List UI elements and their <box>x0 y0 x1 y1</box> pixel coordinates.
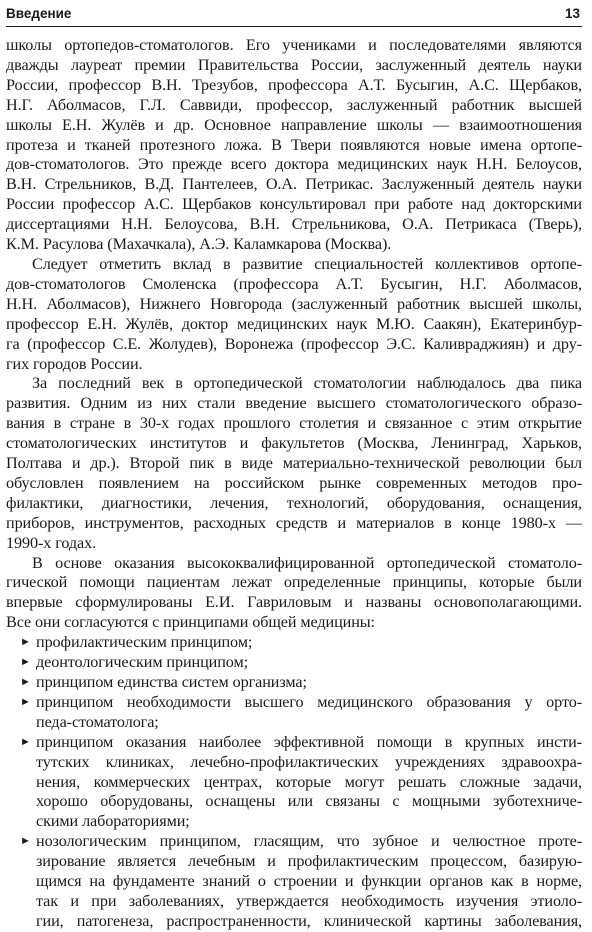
text-line <box>6 573 582 593</box>
line-text: га (профессор С.Е. Жолудев), Воронежа (профессор Э.С. Каливраджиян) и дру- <box>6 334 582 353</box>
running-header <box>6 0 582 27</box>
line-text: Н.Н. Аболмасов), Нижнего Новгорода (заслуженный работник высшей школы, <box>6 294 582 313</box>
text-line <box>6 235 582 255</box>
page-number: 13 <box>564 6 580 21</box>
line-text: дов-стоматологов Смоленска (профессора А.Т. Бусыгин, Н.Г. Аболмасов, <box>6 274 582 293</box>
line-text: За последний век в ортопедической стоматологии наблюдалось два пика <box>32 374 582 393</box>
bullet-item-line <box>6 673 582 693</box>
text-line <box>6 315 582 335</box>
line-text: К.М. Расулова (Махачкала), А.Э. Каламкарова (Москва). <box>6 235 392 254</box>
line-text: принципом необходимости высшего медицинского образования у орто- <box>36 692 582 711</box>
line-text: нения, коммерческих центрах, которые могут решать сложные задачи, <box>36 772 582 791</box>
line-text: дважды лауреат премии Правительства России, заслуженный деятель науки <box>6 55 582 74</box>
text-line <box>6 593 582 613</box>
bullet-icon: ► <box>20 676 31 688</box>
line-text: так и при заболеваниях, утверждается необходимость изучения этиоло- <box>36 891 582 910</box>
text-line <box>6 155 582 175</box>
line-text: обусловлен появлением на российском рынке современных методов про- <box>6 473 582 492</box>
bullet-item-line <box>6 733 582 753</box>
line-text: стоматологических институтов и факультетов (Москва, Ленинград, Харьков, <box>6 434 582 453</box>
line-text: В.Н. Стрельников, В.Д. Пантелеев, О.А. Петрикас. Заслуженный деятель науки <box>6 175 582 194</box>
text-line <box>6 96 582 116</box>
line-text: Н.Г. Аболмасов, Г.Л. Саввиди, профессор, заслуженный работник высшей <box>6 95 582 114</box>
text-line <box>6 56 582 76</box>
text-line <box>6 394 582 414</box>
text-line <box>6 494 582 514</box>
bullet-icon: ► <box>20 636 31 649</box>
text-line <box>6 136 582 156</box>
text-line <box>6 116 582 136</box>
line-text: нозологическим принципом, гласящим, что зубное и челюстное проте- <box>36 832 582 851</box>
text-line <box>6 374 582 394</box>
bullet-continuation-line <box>6 892 582 912</box>
text-line <box>6 454 582 474</box>
line-text: педа-стоматолога; <box>36 712 159 731</box>
bullet-item-line <box>6 633 582 653</box>
line-text: диссертациями Н.Н. Белоусова, В.Н. Стрельникова, О.А. Петрикаса (Тверь), <box>6 215 582 234</box>
line-text: Все они согласуются с принципами общей медицины: <box>6 613 375 632</box>
line-text: тутских клиниках, лечебно-профилактических учреждениях здравоохра- <box>36 752 582 771</box>
text-line <box>6 434 582 454</box>
line-text: принципом оказания наиболее эффективной помощи в крупных инсти- <box>36 732 582 751</box>
line-text: приборов, инструментов, расходных средств и материалов в конце 1980-х — <box>6 513 582 532</box>
line-text: школы Е.Н. Жулёв и др. Основное направление школы — взаимоотношения <box>6 115 582 134</box>
section-title: Введение <box>6 6 72 21</box>
line-text: гической помощи пациентам лежат определенные принципы, которые были <box>6 573 582 592</box>
text-line <box>6 36 582 56</box>
line-text: России, профессор В.Н. Трезубов, профессора А.Т. Бусыгин, А.С. Щербаков, <box>6 75 582 94</box>
bullet-continuation-line <box>6 773 582 793</box>
bullet-icon: ► <box>20 735 31 748</box>
line-text: профилактическим принципом; <box>36 633 253 652</box>
text-line <box>6 275 582 295</box>
text-line <box>6 554 582 574</box>
bullet-icon: ► <box>20 835 31 848</box>
line-text: 1990-х годах. <box>6 533 97 552</box>
text-line <box>6 295 582 315</box>
text-line <box>6 335 582 355</box>
bullet-item-line <box>6 832 582 852</box>
text-line <box>6 414 582 434</box>
line-text: школы ортопедов-стоматологов. Его учениками и последователями являются <box>6 36 582 54</box>
line-text: скими лабораториями; <box>36 812 190 831</box>
text-line <box>6 514 582 534</box>
line-text: В основе оказания высококвалифицированной ортопедической стоматоло- <box>32 553 582 572</box>
text-line <box>6 195 582 215</box>
line-text: зирование является лечебным и профилактическим процессом, базирую- <box>36 852 582 871</box>
text-line <box>6 76 582 96</box>
line-text: России профессор А.С. Щербаков консультировал при работе над докторскими <box>6 195 582 214</box>
text-line <box>6 255 582 275</box>
bullet-continuation-line <box>6 872 582 892</box>
line-text: Следует отметить вклад в развитие специальностей коллективов ортопе- <box>32 254 582 273</box>
bullet-icon: ► <box>20 695 31 708</box>
line-text: вания в стране в 30-х годах прошлого столетия и связанное с этим открытие <box>6 414 582 433</box>
line-text: хорошо оборудованы, оснащены или связаны с мощными зуботехниче- <box>36 792 582 811</box>
line-text: профессор Е.Н. Жулёв, доктор медицинских наук М.Ю. Саакян), Екатеринбур- <box>6 314 582 333</box>
text-line <box>6 215 582 235</box>
line-text: принципом единства систем организма; <box>36 673 307 691</box>
text-line <box>6 474 582 494</box>
bullet-icon: ► <box>20 656 31 669</box>
line-text: гии, патогенеза, распространенности, клинической картины заболевания, <box>36 911 582 930</box>
line-text: гих городов России. <box>6 354 143 373</box>
text-line <box>6 175 582 195</box>
bullet-continuation-line <box>6 812 582 832</box>
line-text: Полтава и др.). Второй пик в виде материально-технической революции был <box>6 454 582 473</box>
bullet-continuation-line <box>6 792 582 812</box>
line-text: протеза и тканей протезного ложа. В Твери появляются новые имена ортопе- <box>6 135 582 154</box>
line-text: впервые сформулированы Е.И. Гавриловым и названы основополагающими. <box>6 593 582 612</box>
text-line <box>6 613 582 633</box>
line-text: дов-стоматологов. Это прежде всего доктора медицинских наук Н.Н. Белоусов, <box>6 155 582 174</box>
bullet-continuation-line <box>6 713 582 733</box>
text-line <box>6 355 582 375</box>
line-text: развития. Одним из них стали введение высшего стоматологического образо- <box>6 394 582 413</box>
bullet-continuation-line <box>6 912 582 932</box>
bullet-continuation-line <box>6 753 582 773</box>
line-text: филактики, диагностики, лечения, технологий, оборудования, оснащения, <box>6 493 582 512</box>
body-text <box>6 36 582 932</box>
bullet-continuation-line <box>6 852 582 872</box>
bullet-item-line <box>6 653 582 673</box>
line-text: щимся на фундаменте знаний о строении и функции органов как в норме, <box>36 872 582 891</box>
line-text: деонтологическим принципом; <box>36 653 249 672</box>
text-line <box>6 534 582 554</box>
bullet-item-line <box>6 693 582 713</box>
